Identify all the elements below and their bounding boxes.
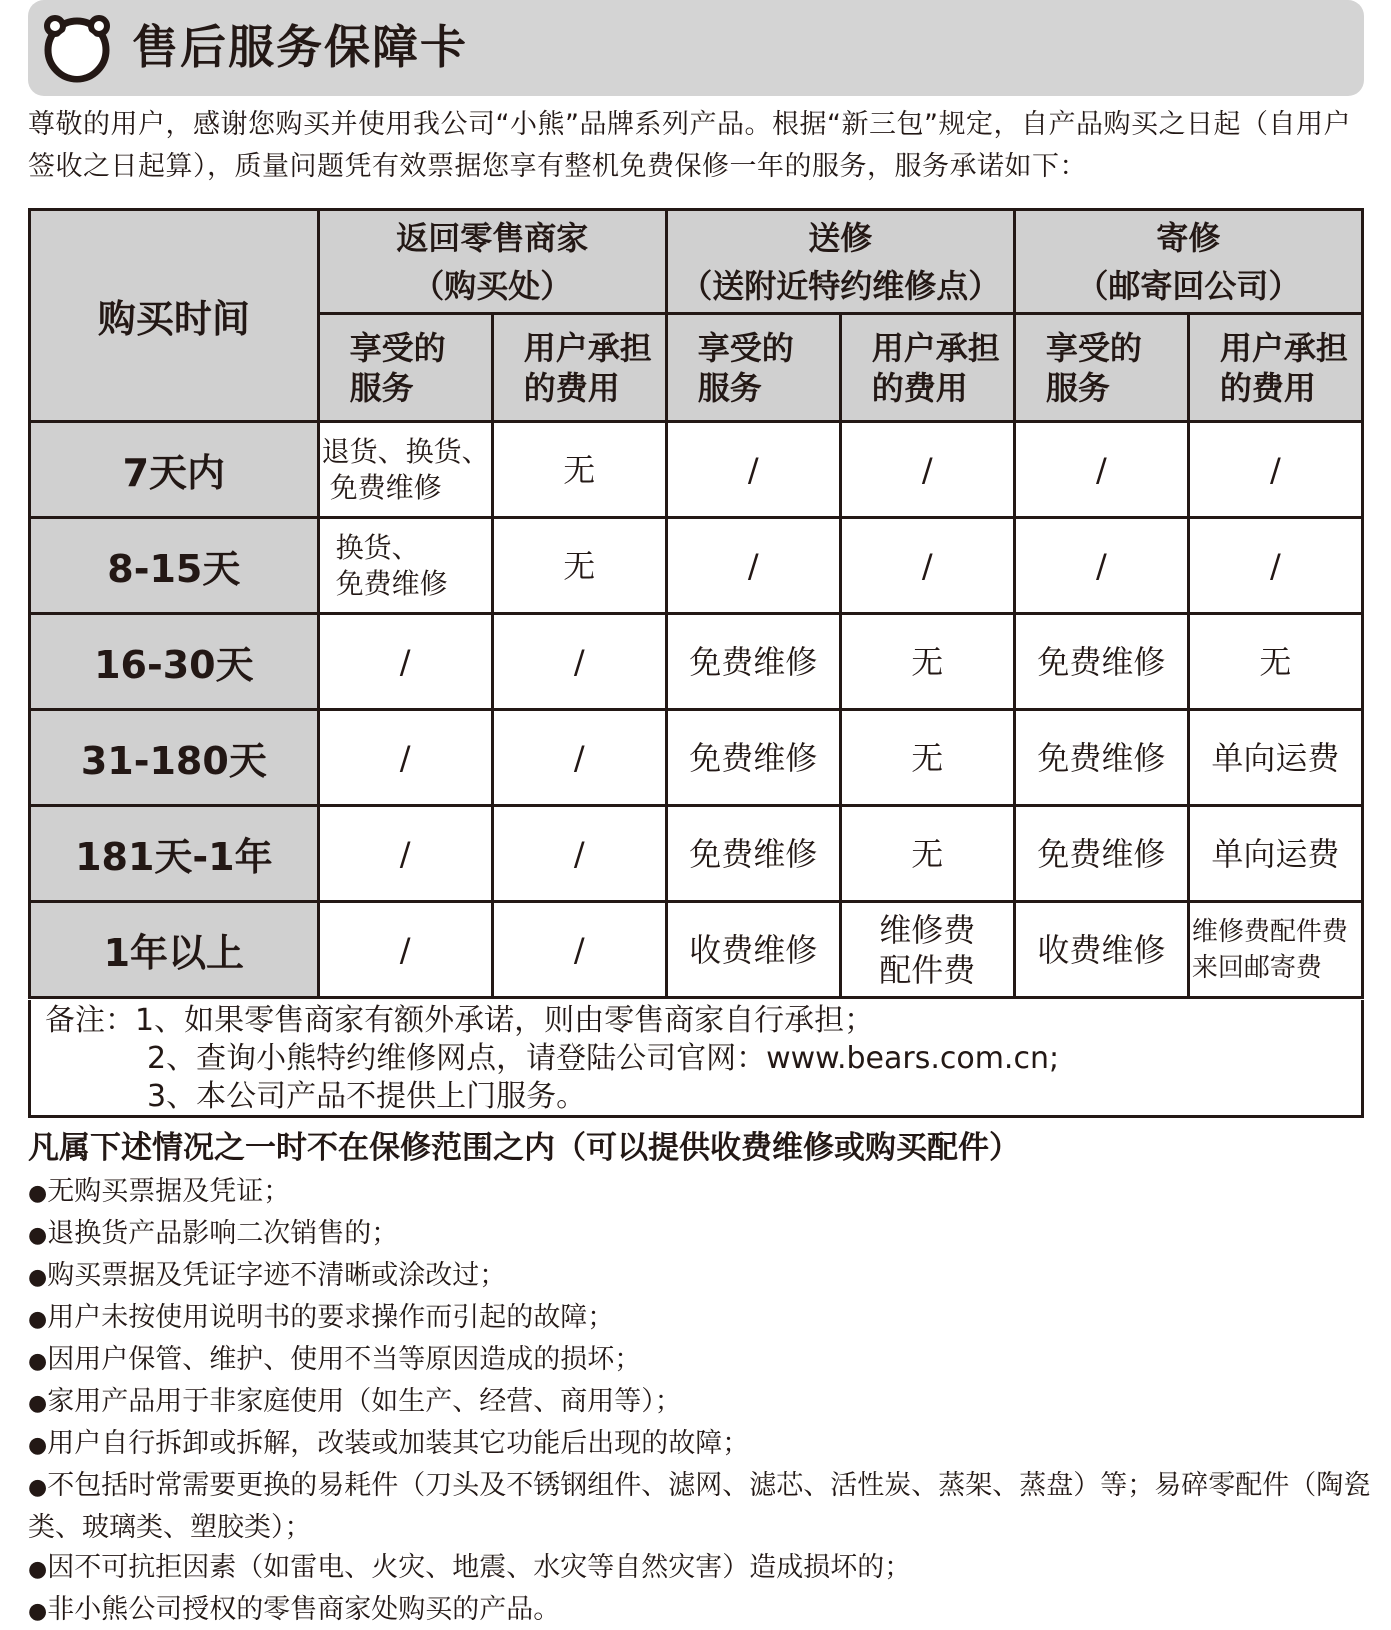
list-item-text: 用户未按使用说明书的要求操作而引起的故障； — [47, 1302, 615, 1333]
table-cell: / — [492, 806, 666, 902]
note-line: 3、本公司产品不提供上门服务。 — [147, 1079, 587, 1114]
subheader-cost: 用户承担 的费用 — [1188, 314, 1362, 422]
bullet-icon: ● — [28, 1181, 48, 1206]
table-cell: 无 — [840, 614, 1014, 710]
table-cell: 无 — [492, 422, 666, 518]
table-cell: / — [1014, 422, 1188, 518]
table-cell: 无 — [492, 518, 666, 614]
row-label: 1年以上 — [30, 902, 319, 998]
table-cell: / — [666, 422, 840, 518]
row-label: 7天内 — [30, 422, 319, 518]
page-title: 售后服务保障卡 — [132, 20, 468, 74]
table-cell: 免费维修 — [1014, 806, 1188, 902]
table-cell: 换货、 免费维修 — [318, 518, 492, 614]
row-label: 8-15天 — [30, 518, 319, 614]
table-cell: 无 — [840, 806, 1014, 902]
list-item — [28, 1548, 1373, 1590]
list-item — [28, 1256, 1373, 1298]
table-cell: 单向运费 — [1188, 806, 1362, 902]
subheader-cost: 用户承担 的费用 — [840, 314, 1014, 422]
table-cell: / — [318, 614, 492, 710]
list-item — [28, 1172, 1373, 1214]
list-item-text: 无购买票据及凭证； — [47, 1176, 291, 1207]
list-item-text: 用户自行拆卸或拆解，改装或加装其它功能后出现的故障； — [47, 1428, 750, 1459]
bullet-icon: ● — [28, 1433, 48, 1458]
bullet-icon: ● — [28, 1307, 48, 1332]
table-cell: 无 — [1188, 614, 1362, 710]
table-cell: / — [840, 422, 1014, 518]
bullet-icon: ● — [28, 1557, 48, 1582]
list-item-text: 非小熊公司授权的零售商家处购买的产品。 — [47, 1594, 561, 1625]
exclusions-title: 凡属下述情况之一时不在保修范围之内（可以提供收费维修或购买配件） — [28, 1130, 1020, 1166]
table-cell: / — [492, 902, 666, 998]
table-cell: / — [492, 614, 666, 710]
table-row — [30, 806, 1363, 902]
list-item — [28, 1590, 1373, 1630]
table-cell: / — [318, 902, 492, 998]
table-cell: / — [666, 518, 840, 614]
table-cell: 收费维修 — [1014, 902, 1188, 998]
table-cell: / — [318, 806, 492, 902]
notes-box — [28, 1000, 1364, 1118]
bullet-icon: ● — [28, 1265, 48, 1290]
list-item — [28, 1382, 1373, 1424]
row-label: 16-30天 — [30, 614, 319, 710]
bullet-icon: ● — [28, 1223, 48, 1248]
list-item-text: 不包括时常需要更换的易耗件（刀头及不锈钢组件、滤网、滤芯、活性炭、蒸架、蒸盘）等；易碎零配件（陶瓷类、玻璃类、塑胶类）； — [28, 1470, 1371, 1543]
row-label: 181天-1年 — [30, 806, 319, 902]
table-cell: / — [840, 518, 1014, 614]
exclusions-list — [28, 1172, 1373, 1630]
table-cell: / — [318, 710, 492, 806]
table-cell: 免费维修 — [1014, 710, 1188, 806]
note-line: 备注：1、如果零售商家有额外承诺，则由零售商家自行承担； — [45, 1003, 875, 1038]
list-item-text: 购买票据及凭证字迹不清晰或涂改过； — [47, 1260, 507, 1291]
table-cell: 收费维修 — [666, 902, 840, 998]
header-purchase-time: 购买时间 — [30, 210, 319, 422]
subheader-cost: 用户承担 的费用 — [492, 314, 666, 422]
table-row — [30, 614, 1363, 710]
list-item-text: 因用户保管、维护、使用不当等原因造成的损坏； — [47, 1344, 642, 1375]
table-row — [30, 518, 1363, 614]
list-item — [28, 1466, 1373, 1548]
subheader-service: 享受的 服务 — [1014, 314, 1188, 422]
table-cell: 维修费 配件费 — [840, 902, 1014, 998]
table-cell: 单向运费 — [1188, 710, 1362, 806]
header-bar — [28, 0, 1364, 96]
table-cell: / — [1014, 518, 1188, 614]
table-cell: 维修费配件费 来回邮寄费 — [1188, 902, 1362, 998]
intro-paragraph: 尊敬的用户，感谢您购买并使用我公司“小熊”品牌系列产品。根据“新三包”规定，自产品购买之日起（自用户签收之日起算），质量问题凭有效票据您享有整机免费保修一年的服务，服务承诺如下： — [28, 109, 1351, 182]
table-row — [30, 902, 1363, 998]
table-cell: / — [492, 710, 666, 806]
table-cell: 免费维修 — [666, 710, 840, 806]
bullet-icon: ● — [28, 1475, 48, 1500]
table-row — [30, 710, 1363, 806]
table-header-row — [30, 210, 1363, 314]
warranty-table — [28, 208, 1364, 999]
list-item-text: 退换货产品影响二次销售的； — [47, 1218, 399, 1249]
header-mail-repair: 寄修 （邮寄回公司） — [1014, 210, 1362, 314]
note-line: 2、查询小熊特约维修网点，请登陆公司官网：www.bears.com.cn; — [147, 1041, 1060, 1076]
table-cell: 免费维修 — [666, 614, 840, 710]
table-cell: / — [1188, 422, 1362, 518]
list-item-text: 因不可抗拒因素（如雷电、火灾、地震、水灾等自然灾害）造成损坏的； — [47, 1552, 912, 1583]
list-item-text: 家用产品用于非家庭使用（如生产、经营、商用等）； — [47, 1386, 682, 1417]
list-item — [28, 1214, 1373, 1256]
list-item — [28, 1340, 1373, 1382]
bear-face-icon — [42, 10, 112, 86]
row-label: 31-180天 — [30, 710, 319, 806]
list-item — [28, 1298, 1373, 1340]
subheader-service: 享受的 服务 — [666, 314, 840, 422]
table-cell: 无 — [840, 710, 1014, 806]
table-cell: / — [1188, 518, 1362, 614]
bullet-icon: ● — [28, 1391, 48, 1416]
bullet-icon: ● — [28, 1599, 48, 1624]
table-cell: 退货、换货、 免费维修 — [318, 422, 492, 518]
header-send-repair: 送修 （送附近特约维修点） — [666, 210, 1014, 314]
table-cell: 免费维修 — [666, 806, 840, 902]
table-row — [30, 422, 1363, 518]
bullet-icon: ● — [28, 1349, 48, 1374]
subheader-service: 享受的 服务 — [318, 314, 492, 422]
table-cell: 免费维修 — [1014, 614, 1188, 710]
header-retailer: 返回零售商家 （购买处） — [318, 210, 666, 314]
list-item — [28, 1424, 1373, 1466]
